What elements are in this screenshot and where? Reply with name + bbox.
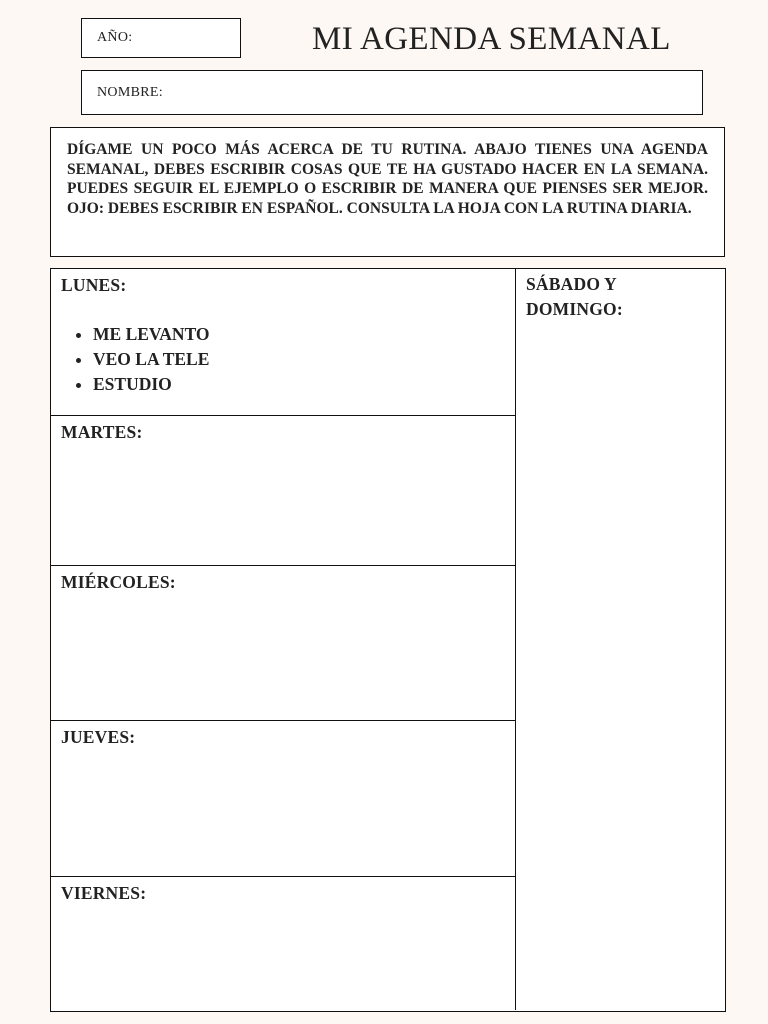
day-cell-lunes[interactable] bbox=[51, 269, 516, 416]
day-label-miercoles: MIÉRCOLES: bbox=[61, 572, 176, 592]
page-title: MI AGENDA SEMANAL bbox=[312, 21, 671, 57]
day-cell-miercoles[interactable] bbox=[51, 566, 516, 721]
name-field[interactable] bbox=[81, 70, 703, 115]
day-label-lunes: LUNES: bbox=[61, 275, 127, 295]
list-item: • ME LEVANTO bbox=[93, 322, 210, 347]
day-cell-martes[interactable] bbox=[51, 416, 516, 566]
year-label: AÑO: bbox=[97, 30, 133, 45]
day-cell-viernes[interactable] bbox=[51, 877, 516, 1010]
name-label: NOMBRE: bbox=[97, 85, 163, 100]
list-item: • ESTUDIO bbox=[93, 372, 210, 397]
day-cell-weekend[interactable] bbox=[516, 269, 724, 1010]
weekly-agenda-grid bbox=[50, 268, 726, 1012]
instructions-box bbox=[50, 127, 725, 257]
day-label-jueves: JUEVES: bbox=[61, 727, 136, 747]
lunes-activity-list bbox=[73, 322, 210, 397]
day-label-martes: MARTES: bbox=[61, 422, 143, 442]
day-label-viernes: VIERNES: bbox=[61, 883, 147, 903]
year-field[interactable] bbox=[81, 18, 241, 58]
day-label-weekend: SÁBADO Y DOMINGO: bbox=[526, 274, 623, 319]
list-item: • VEO LA TELE bbox=[93, 347, 210, 372]
instructions-text: DÍGAME UN POCO MÁS ACERCA DE TU RUTINA. ABAJO TIENES UNA AGENDA SEMANAL, DEBES ESCRIBIR COSAS QUE TE HA GUSTADO HACER EN LA SEMANA. PUEDES SEGUIR EL EJEMPLO O ESCRIBIR DE MANERA QUE PIENSES SER MEJOR. OJO: DEBES ESCRIBIR EN ESPAÑOL. CONSULTA LA HOJA CON LA RUTINA DIARIA. bbox=[67, 141, 708, 217]
day-cell-jueves[interactable] bbox=[51, 721, 516, 877]
